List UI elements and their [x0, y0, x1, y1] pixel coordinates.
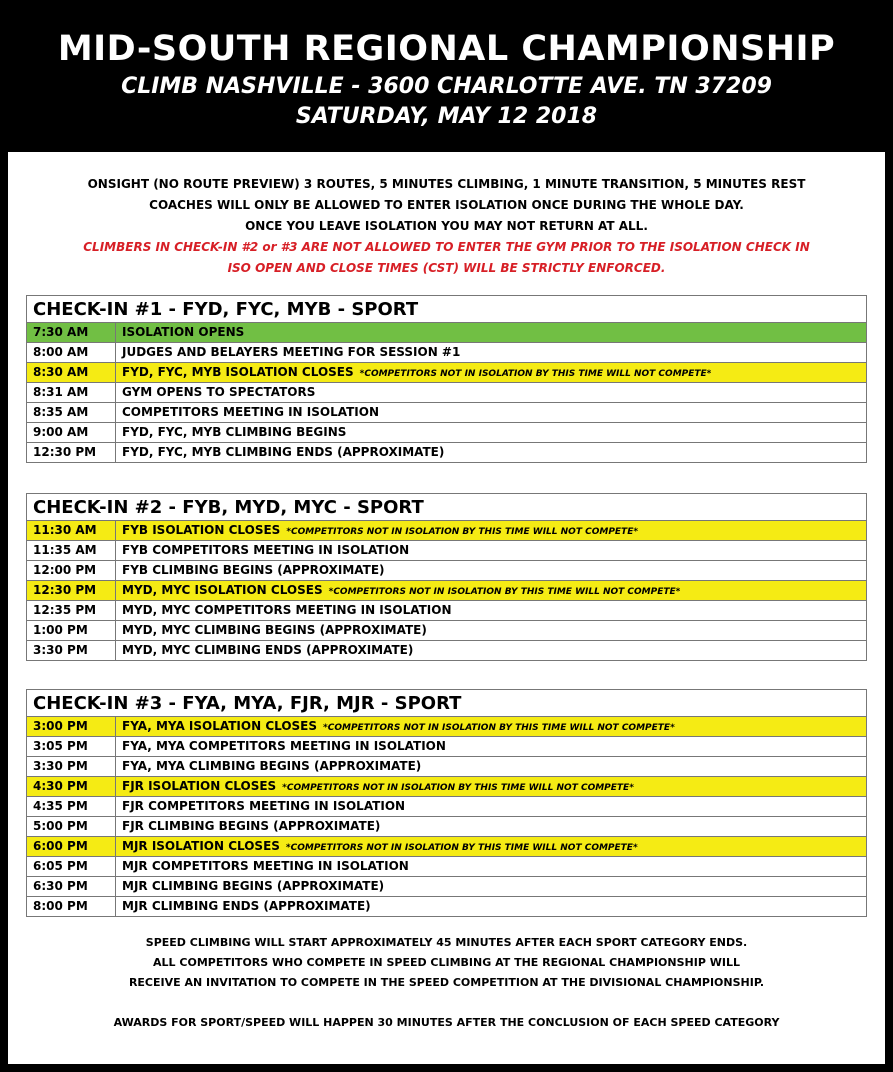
row-event: FYD, FYC, MYB ISOLATION CLOSES [122, 365, 354, 379]
row-event: FYD, FYC, MYB CLIMBING ENDS (APPROXIMATE) [122, 445, 445, 459]
row-event: FYB COMPETITORS MEETING IN ISOLATION [122, 543, 410, 557]
row-event: FJR CLIMBING BEGINS (APPROXIMATE) [122, 819, 381, 833]
footer-line: ALL COMPETITORS WHO COMPETE IN SPEED CLIMBING AT THE REGIONAL CHAMPIONSHIP WILL [153, 956, 740, 969]
schedule-title: CHECK-IN #1 - FYD, FYC, MYB - SPORT [27, 296, 866, 323]
row-description [116, 737, 446, 756]
row-time: 3:30 PM [27, 757, 116, 776]
schedule-row [27, 423, 866, 443]
row-description [116, 757, 421, 776]
row-description [116, 837, 638, 856]
schedule-row [27, 383, 866, 403]
row-description [116, 621, 427, 640]
schedule-row [27, 897, 866, 916]
schedule-title: CHECK-IN #3 - FYA, MYA, FJR, MJR - SPORT [27, 690, 866, 717]
row-time: 8:35 AM [27, 403, 116, 422]
row-warning-note: *COMPETITORS NOT IN ISOLATION BY THIS TIME WILL NOT COMPETE* [286, 527, 639, 537]
row-description [116, 561, 385, 580]
schedule-row [27, 541, 866, 561]
row-event: JUDGES AND BELAYERS MEETING FOR SESSION #1 [122, 345, 461, 359]
row-event: COMPETITORS MEETING IN ISOLATION [122, 405, 379, 419]
event-date: SATURDAY, MAY 12 2018 [295, 104, 598, 129]
awards-line: AWARDS FOR SPORT/SPEED WILL HAPPEN 30 MINUTES AFTER THE CONCLUSION OF EACH SPEED CATEGORY [113, 1016, 780, 1029]
schedule-row [27, 737, 866, 757]
rule-line: COACHES WILL ONLY BE ALLOWED TO ENTER ISOLATION ONCE DURING THE WHOLE DAY. [149, 198, 744, 212]
schedule-row [27, 323, 866, 343]
row-event: GYM OPENS TO SPECTATORS [122, 385, 316, 399]
row-warning-note: *COMPETITORS NOT IN ISOLATION BY THIS TIME WILL NOT COMPETE* [359, 369, 712, 379]
schedule-row [27, 817, 866, 837]
speed-info [8, 933, 885, 993]
row-event: FJR COMPETITORS MEETING IN ISOLATION [122, 799, 406, 813]
row-time: 12:35 PM [27, 601, 116, 620]
rule-line: ONCE YOU LEAVE ISOLATION YOU MAY NOT RETURN AT ALL. [245, 219, 648, 233]
row-event: MJR CLIMBING BEGINS (APPROXIMATE) [122, 879, 385, 893]
schedule-checkin-1 [26, 295, 867, 463]
row-event: MYD, MYC ISOLATION CLOSES [122, 583, 323, 597]
row-time: 9:00 AM [27, 423, 116, 442]
row-time: 6:30 PM [27, 877, 116, 896]
page-title: MID-SOUTH REGIONAL CHAMPIONSHIP [57, 29, 836, 69]
row-event: FYA, MYA CLIMBING BEGINS (APPROXIMATE) [122, 759, 422, 773]
schedule-row [27, 581, 866, 601]
awards-info [8, 1013, 885, 1033]
row-time: 1:00 PM [27, 621, 116, 640]
schedule-row [27, 877, 866, 897]
row-time: 11:35 AM [27, 541, 116, 560]
row-description [116, 323, 244, 342]
row-time: 6:05 PM [27, 857, 116, 876]
row-warning-note: *COMPETITORS NOT IN ISOLATION BY THIS TIME WILL NOT COMPETE* [285, 843, 638, 853]
row-time: 3:30 PM [27, 641, 116, 660]
row-description [116, 363, 711, 382]
row-event: FJR ISOLATION CLOSES [122, 779, 277, 793]
row-time: 6:00 PM [27, 837, 116, 856]
row-event: MJR CLIMBING ENDS (APPROXIMATE) [122, 899, 371, 913]
row-event: FYD, FYC, MYB CLIMBING BEGINS [122, 425, 347, 439]
row-event: FYA, MYA COMPETITORS MEETING IN ISOLATION [122, 739, 446, 753]
row-time: 8:30 AM [27, 363, 116, 382]
row-time: 4:35 PM [27, 797, 116, 816]
schedule-row [27, 561, 866, 581]
row-description [116, 857, 409, 876]
schedule-row [27, 363, 866, 383]
schedule-checkin-3 [26, 689, 867, 917]
row-description [116, 641, 413, 660]
footer-line: RECEIVE AN INVITATION TO COMPETE IN THE SPEED COMPETITION AT THE DIVISIONAL CHAMPIONSHIP. [128, 976, 765, 989]
schedule-row [27, 757, 866, 777]
row-time: 5:00 PM [27, 817, 116, 836]
schedule-row [27, 601, 866, 621]
row-time: 12:30 PM [27, 443, 116, 462]
row-time: 12:00 PM [27, 561, 116, 580]
row-time: 8:00 AM [27, 343, 116, 362]
rules-notes [8, 174, 885, 279]
row-time: 8:31 AM [27, 383, 116, 402]
row-description [116, 717, 675, 736]
row-event: MYD, MYC COMPETITORS MEETING IN ISOLATION [122, 603, 452, 617]
row-time: 3:00 PM [27, 717, 116, 736]
row-description [116, 797, 405, 816]
footer-line: SPEED CLIMBING WILL START APPROXIMATELY 45 MINUTES AFTER EACH SPORT CATEGORY ENDS. [145, 936, 748, 949]
schedule-row [27, 837, 866, 857]
row-time: 8:00 PM [27, 897, 116, 916]
warning-line: ISO OPEN AND CLOSE TIMES (CST) WILL BE STRICTLY ENFORCED. [227, 261, 666, 275]
row-event: MYD, MYC CLIMBING BEGINS (APPROXIMATE) [122, 623, 427, 637]
row-description [116, 443, 444, 462]
schedule-row [27, 717, 866, 737]
schedule-row [27, 343, 866, 363]
row-description [116, 601, 452, 620]
row-description [116, 343, 460, 362]
row-description [116, 521, 638, 540]
header [0, 0, 893, 150]
row-event: FYB ISOLATION CLOSES [122, 523, 281, 537]
row-description [116, 423, 346, 442]
row-time: 4:30 PM [27, 777, 116, 796]
content-panel [8, 152, 885, 1064]
schedule-row [27, 443, 866, 462]
schedule-row [27, 797, 866, 817]
row-event: ISOLATION OPENS [122, 325, 245, 339]
row-description [116, 541, 409, 560]
schedule-row [27, 777, 866, 797]
row-description [116, 897, 371, 916]
row-event: MYD, MYC CLIMBING ENDS (APPROXIMATE) [122, 643, 414, 657]
row-description [116, 581, 680, 600]
row-time: 12:30 PM [27, 581, 116, 600]
row-description [116, 877, 384, 896]
schedule-checkin-2 [26, 493, 867, 661]
row-time: 11:30 AM [27, 521, 116, 540]
row-event: MJR COMPETITORS MEETING IN ISOLATION [122, 859, 409, 873]
schedule-row [27, 621, 866, 641]
row-event: MJR ISOLATION CLOSES [122, 839, 280, 853]
rule-line: ONSIGHT (NO ROUTE PREVIEW) 3 ROUTES, 5 MINUTES CLIMBING, 1 MINUTE TRANSITION, 5 MINUTES REST [87, 177, 806, 191]
schedule-row [27, 857, 866, 877]
row-description [116, 383, 315, 402]
row-warning-note: *COMPETITORS NOT IN ISOLATION BY THIS TIME WILL NOT COMPETE* [328, 587, 681, 597]
row-description [116, 817, 380, 836]
schedule-row [27, 641, 866, 660]
row-description [116, 403, 379, 422]
schedule-row [27, 403, 866, 423]
warning-line: CLIMBERS IN CHECK-IN #2 or #3 ARE NOT ALLOWED TO ENTER THE GYM PRIOR TO THE ISOLATION CHECK IN [83, 240, 810, 254]
row-time: 7:30 AM [27, 323, 116, 342]
row-warning-note: *COMPETITORS NOT IN ISOLATION BY THIS TIME WILL NOT COMPETE* [282, 783, 634, 793]
row-event: FYB CLIMBING BEGINS (APPROXIMATE) [122, 563, 385, 577]
row-event: FYA, MYA ISOLATION CLOSES [122, 719, 318, 733]
row-description [116, 777, 634, 796]
schedule-row [27, 521, 866, 541]
venue-address: CLIMB NASHVILLE - 3600 CHARLOTTE AVE. TN 37209 [121, 74, 772, 99]
schedule-title: CHECK-IN #2 - FYB, MYD, MYC - SPORT [27, 494, 866, 521]
row-warning-note: *COMPETITORS NOT IN ISOLATION BY THIS TIME WILL NOT COMPETE* [323, 723, 675, 733]
row-time: 3:05 PM [27, 737, 116, 756]
